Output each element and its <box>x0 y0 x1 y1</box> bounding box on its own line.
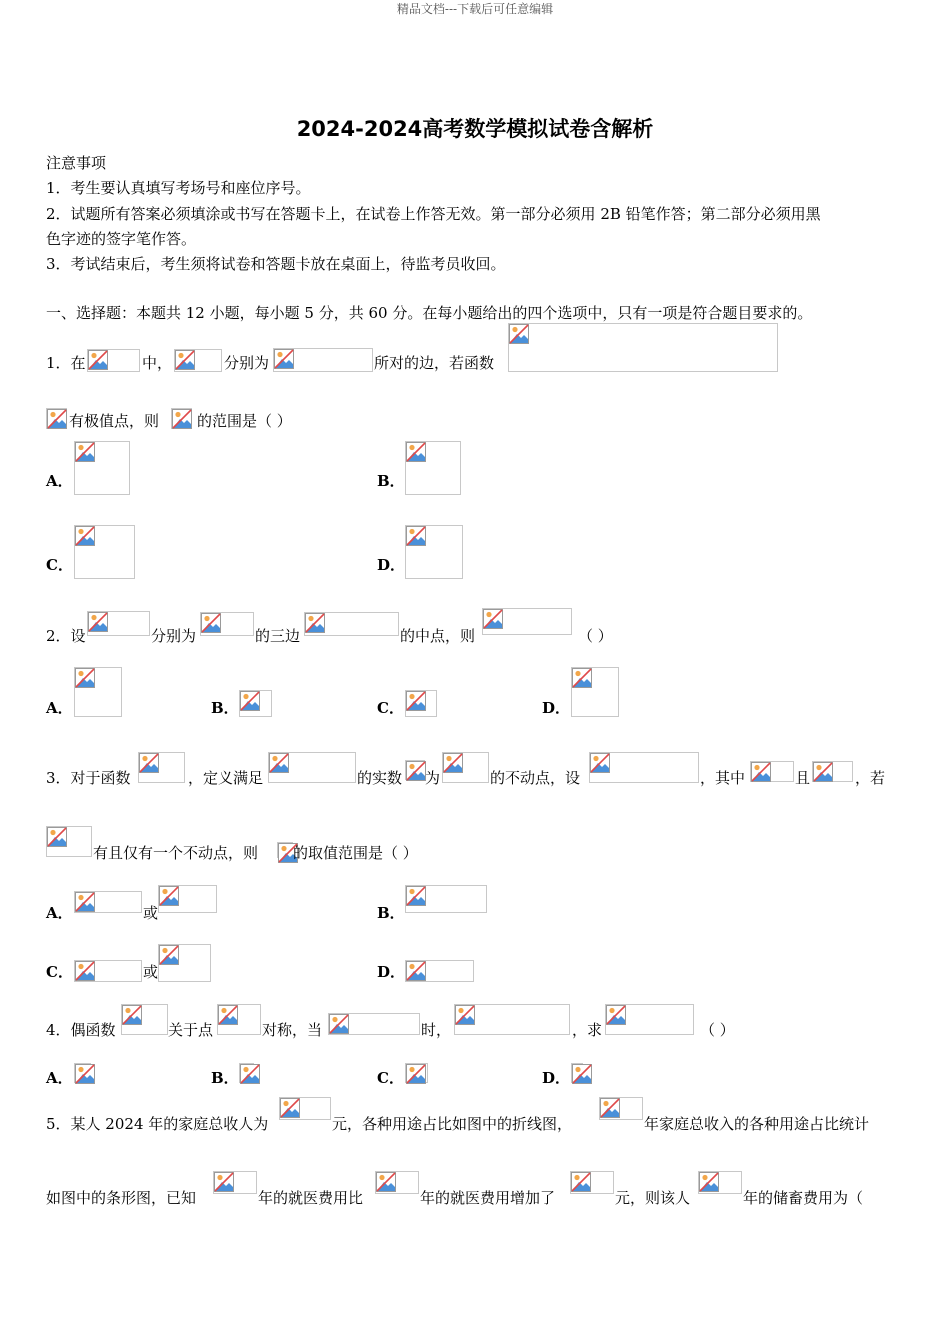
broken-image-icon <box>405 690 437 717</box>
broken-image-icon <box>405 760 425 780</box>
image-icon <box>376 1172 396 1192</box>
q2-text: 的三边 <box>255 627 301 645</box>
q3-text: 为 <box>425 769 441 787</box>
broken-image-icon <box>405 525 463 579</box>
option-a-label: A． <box>46 472 73 490</box>
q3-text: ，其中 <box>700 769 746 787</box>
q4-text: （ ） <box>700 1021 735 1039</box>
image-icon <box>406 886 426 906</box>
q3-text: ，若 <box>855 769 886 787</box>
image-icon <box>75 892 95 912</box>
broken-image-icon <box>268 752 356 783</box>
broken-image-icon <box>239 690 272 717</box>
broken-image-icon <box>74 960 142 982</box>
image-icon <box>75 526 95 546</box>
q3-text: 的取值范围是（ ） <box>293 844 418 862</box>
image-icon <box>590 753 610 773</box>
q4-text: 4．偶函数 <box>46 1021 116 1039</box>
image-icon <box>406 691 426 711</box>
page-header: 精品文档---下载后可任意编辑 <box>396 2 554 16</box>
q1-text: 分别为 <box>224 354 270 372</box>
broken-image-icon <box>454 1004 570 1035</box>
image-icon <box>47 827 67 847</box>
broken-image-icon <box>750 761 794 782</box>
image-icon <box>572 1064 592 1084</box>
broken-image-icon <box>279 1097 331 1120</box>
q4-text: 时， <box>421 1021 452 1039</box>
image-icon <box>751 762 771 782</box>
q5-text: 元，则该人 <box>615 1189 691 1207</box>
q1-text: 中， <box>142 354 173 372</box>
image-icon <box>75 961 95 981</box>
image-icon <box>329 1014 349 1034</box>
q3-text: 的不动点，设 <box>490 769 581 787</box>
q5-text: 5．某人 2024 年的家庭总收人为 <box>46 1115 269 1133</box>
q2-text: 2．设 <box>46 627 86 645</box>
broken-image-icon <box>304 612 399 636</box>
option-b-label: B． <box>377 904 405 922</box>
option-d-label: D． <box>542 1069 571 1087</box>
broken-image-icon <box>74 525 135 579</box>
broken-image-icon <box>405 960 474 982</box>
image-icon <box>406 1064 426 1084</box>
broken-image-icon <box>158 944 211 982</box>
broken-image-icon <box>138 752 185 783</box>
image-icon <box>88 350 108 370</box>
broken-image-icon <box>599 1097 643 1120</box>
broken-image-icon <box>405 441 461 495</box>
image-icon <box>274 349 294 369</box>
image-icon <box>75 1064 95 1084</box>
option-d-label: D． <box>542 699 571 717</box>
image-icon <box>813 762 833 782</box>
broken-image-icon <box>589 752 699 783</box>
broken-image-icon <box>74 441 130 495</box>
broken-image-icon <box>442 752 489 783</box>
broken-image-icon <box>213 1171 257 1194</box>
option-d-label: D． <box>377 963 406 981</box>
image-icon <box>75 668 95 688</box>
option-b-label: B． <box>211 1069 239 1087</box>
image-icon <box>47 409 67 429</box>
image-icon <box>406 442 426 462</box>
q1-text: 的范围是（ ） <box>197 412 292 430</box>
image-icon <box>88 612 108 632</box>
image-icon <box>699 1172 719 1192</box>
image-icon <box>406 526 426 546</box>
image-icon <box>455 1005 475 1025</box>
broken-image-icon <box>375 1171 419 1194</box>
broken-image-icon <box>200 612 254 636</box>
notice-heading: 注意事项 <box>46 154 107 172</box>
broken-image-icon <box>46 826 92 857</box>
broken-image-icon <box>605 1004 694 1035</box>
broken-image-icon <box>277 842 293 858</box>
image-icon <box>443 753 463 773</box>
notice-item: 色字迹的签字笔作答。 <box>46 230 197 248</box>
q5-text: 年的就医费用增加了 <box>420 1189 556 1207</box>
notice-item: 1．考生要认真填写考场号和座位序号。 <box>46 179 311 197</box>
broken-image-icon <box>405 1063 428 1083</box>
q5-text: 如图中的条形图，已知 <box>46 1189 197 1207</box>
q4-text: 关于点 <box>168 1021 214 1039</box>
broken-image-icon <box>217 1004 261 1035</box>
notice-item: 2．试题所有答案必须填涂或书写在答题卡上，在试卷上作答无效。第一部分必须用 2B 铅笔作答；第二部分必须用黑 <box>46 205 821 223</box>
broken-image-icon <box>812 761 853 782</box>
q2-text: （ ） <box>578 627 613 645</box>
broken-image-icon <box>87 349 140 372</box>
q1-text: 1．在 <box>46 354 86 372</box>
broken-image-icon <box>121 1004 168 1035</box>
image-icon <box>172 409 192 429</box>
q5-text: 年家庭总收入的各种用途占比统计 <box>644 1115 870 1133</box>
q4-text: ，求 <box>572 1021 603 1039</box>
broken-image-icon <box>508 323 778 372</box>
broken-image-icon <box>405 885 487 913</box>
option-a-label: A． <box>46 904 73 922</box>
broken-image-icon <box>570 1171 614 1194</box>
image-icon <box>269 753 289 773</box>
option-c-label: C． <box>377 1069 404 1087</box>
q3-or: 或 <box>143 904 159 922</box>
image-icon <box>305 613 325 633</box>
broken-image-icon <box>571 1063 583 1083</box>
image-icon <box>571 1172 591 1192</box>
image-icon <box>218 1005 238 1025</box>
image-icon <box>75 442 95 462</box>
broken-image-icon <box>74 1063 91 1083</box>
image-icon <box>175 350 195 370</box>
broken-image-icon <box>273 348 373 372</box>
image-icon <box>159 886 179 906</box>
image-icon <box>483 609 503 629</box>
q3-text: 且 <box>795 769 811 787</box>
option-c-label: C． <box>46 556 73 574</box>
broken-image-icon <box>87 611 150 636</box>
image-icon <box>406 961 426 981</box>
image-icon <box>201 613 221 633</box>
q5-text: 年的储畜费用为（ <box>743 1189 864 1207</box>
image-icon <box>406 761 426 781</box>
q3-text: 的实数 <box>357 769 403 787</box>
broken-image-icon <box>698 1171 742 1194</box>
q1-text: 所对的边，若函数 <box>374 354 495 372</box>
image-icon <box>606 1005 626 1025</box>
broken-image-icon <box>174 349 222 372</box>
q3-or: 或 <box>143 963 159 981</box>
notice-item: 3．考试结束后，考生须将试卷和答题卡放在桌面上，待监考员收回。 <box>46 255 506 273</box>
option-a-label: A． <box>46 699 73 717</box>
q1-text: 有极值点，则 <box>69 412 160 430</box>
broken-image-icon <box>158 885 217 913</box>
broken-image-icon <box>328 1013 420 1035</box>
image-icon <box>600 1098 620 1118</box>
q5-text: 年的就医费用比 <box>258 1189 364 1207</box>
broken-image-icon <box>74 667 122 717</box>
option-a-label: A． <box>46 1069 73 1087</box>
q3-text: ，定义满足 <box>188 769 264 787</box>
option-d-label: D． <box>377 556 406 574</box>
broken-image-icon <box>239 1063 254 1083</box>
image-icon <box>280 1098 300 1118</box>
broken-image-icon <box>74 891 142 913</box>
option-b-label: B． <box>377 472 405 490</box>
image-icon <box>240 691 260 711</box>
q5-text: 元，各种用途占比如图中的折线图， <box>332 1115 573 1133</box>
q2-text: 的中点，则 <box>400 627 476 645</box>
image-icon <box>139 753 159 773</box>
q3-text: 有且仅有一个不动点，则 <box>93 844 259 862</box>
page-title: 2024-2024高考数学模拟试卷含解析 <box>296 117 654 141</box>
option-c-label: C． <box>377 699 404 717</box>
image-icon <box>214 1172 234 1192</box>
image-icon <box>572 668 592 688</box>
image-icon <box>509 324 529 344</box>
image-icon <box>240 1064 260 1084</box>
q3-text: 3．对于函数 <box>46 769 131 787</box>
image-icon <box>159 945 179 965</box>
option-b-label: B． <box>211 699 239 717</box>
image-icon <box>122 1005 142 1025</box>
section-heading: 一、选择题：本题共 12 小题，每小题 5 分，共 60 分。在每小题给出的四个选项中，只有一项是符合题目要求的。 <box>46 304 813 322</box>
broken-image-icon <box>571 667 619 717</box>
option-c-label: C． <box>46 963 73 981</box>
broken-image-icon <box>482 608 572 635</box>
broken-image-icon <box>171 408 192 429</box>
broken-image-icon <box>46 408 67 429</box>
q2-text: 分别为 <box>151 627 197 645</box>
q4-text: 对称，当 <box>262 1021 323 1039</box>
